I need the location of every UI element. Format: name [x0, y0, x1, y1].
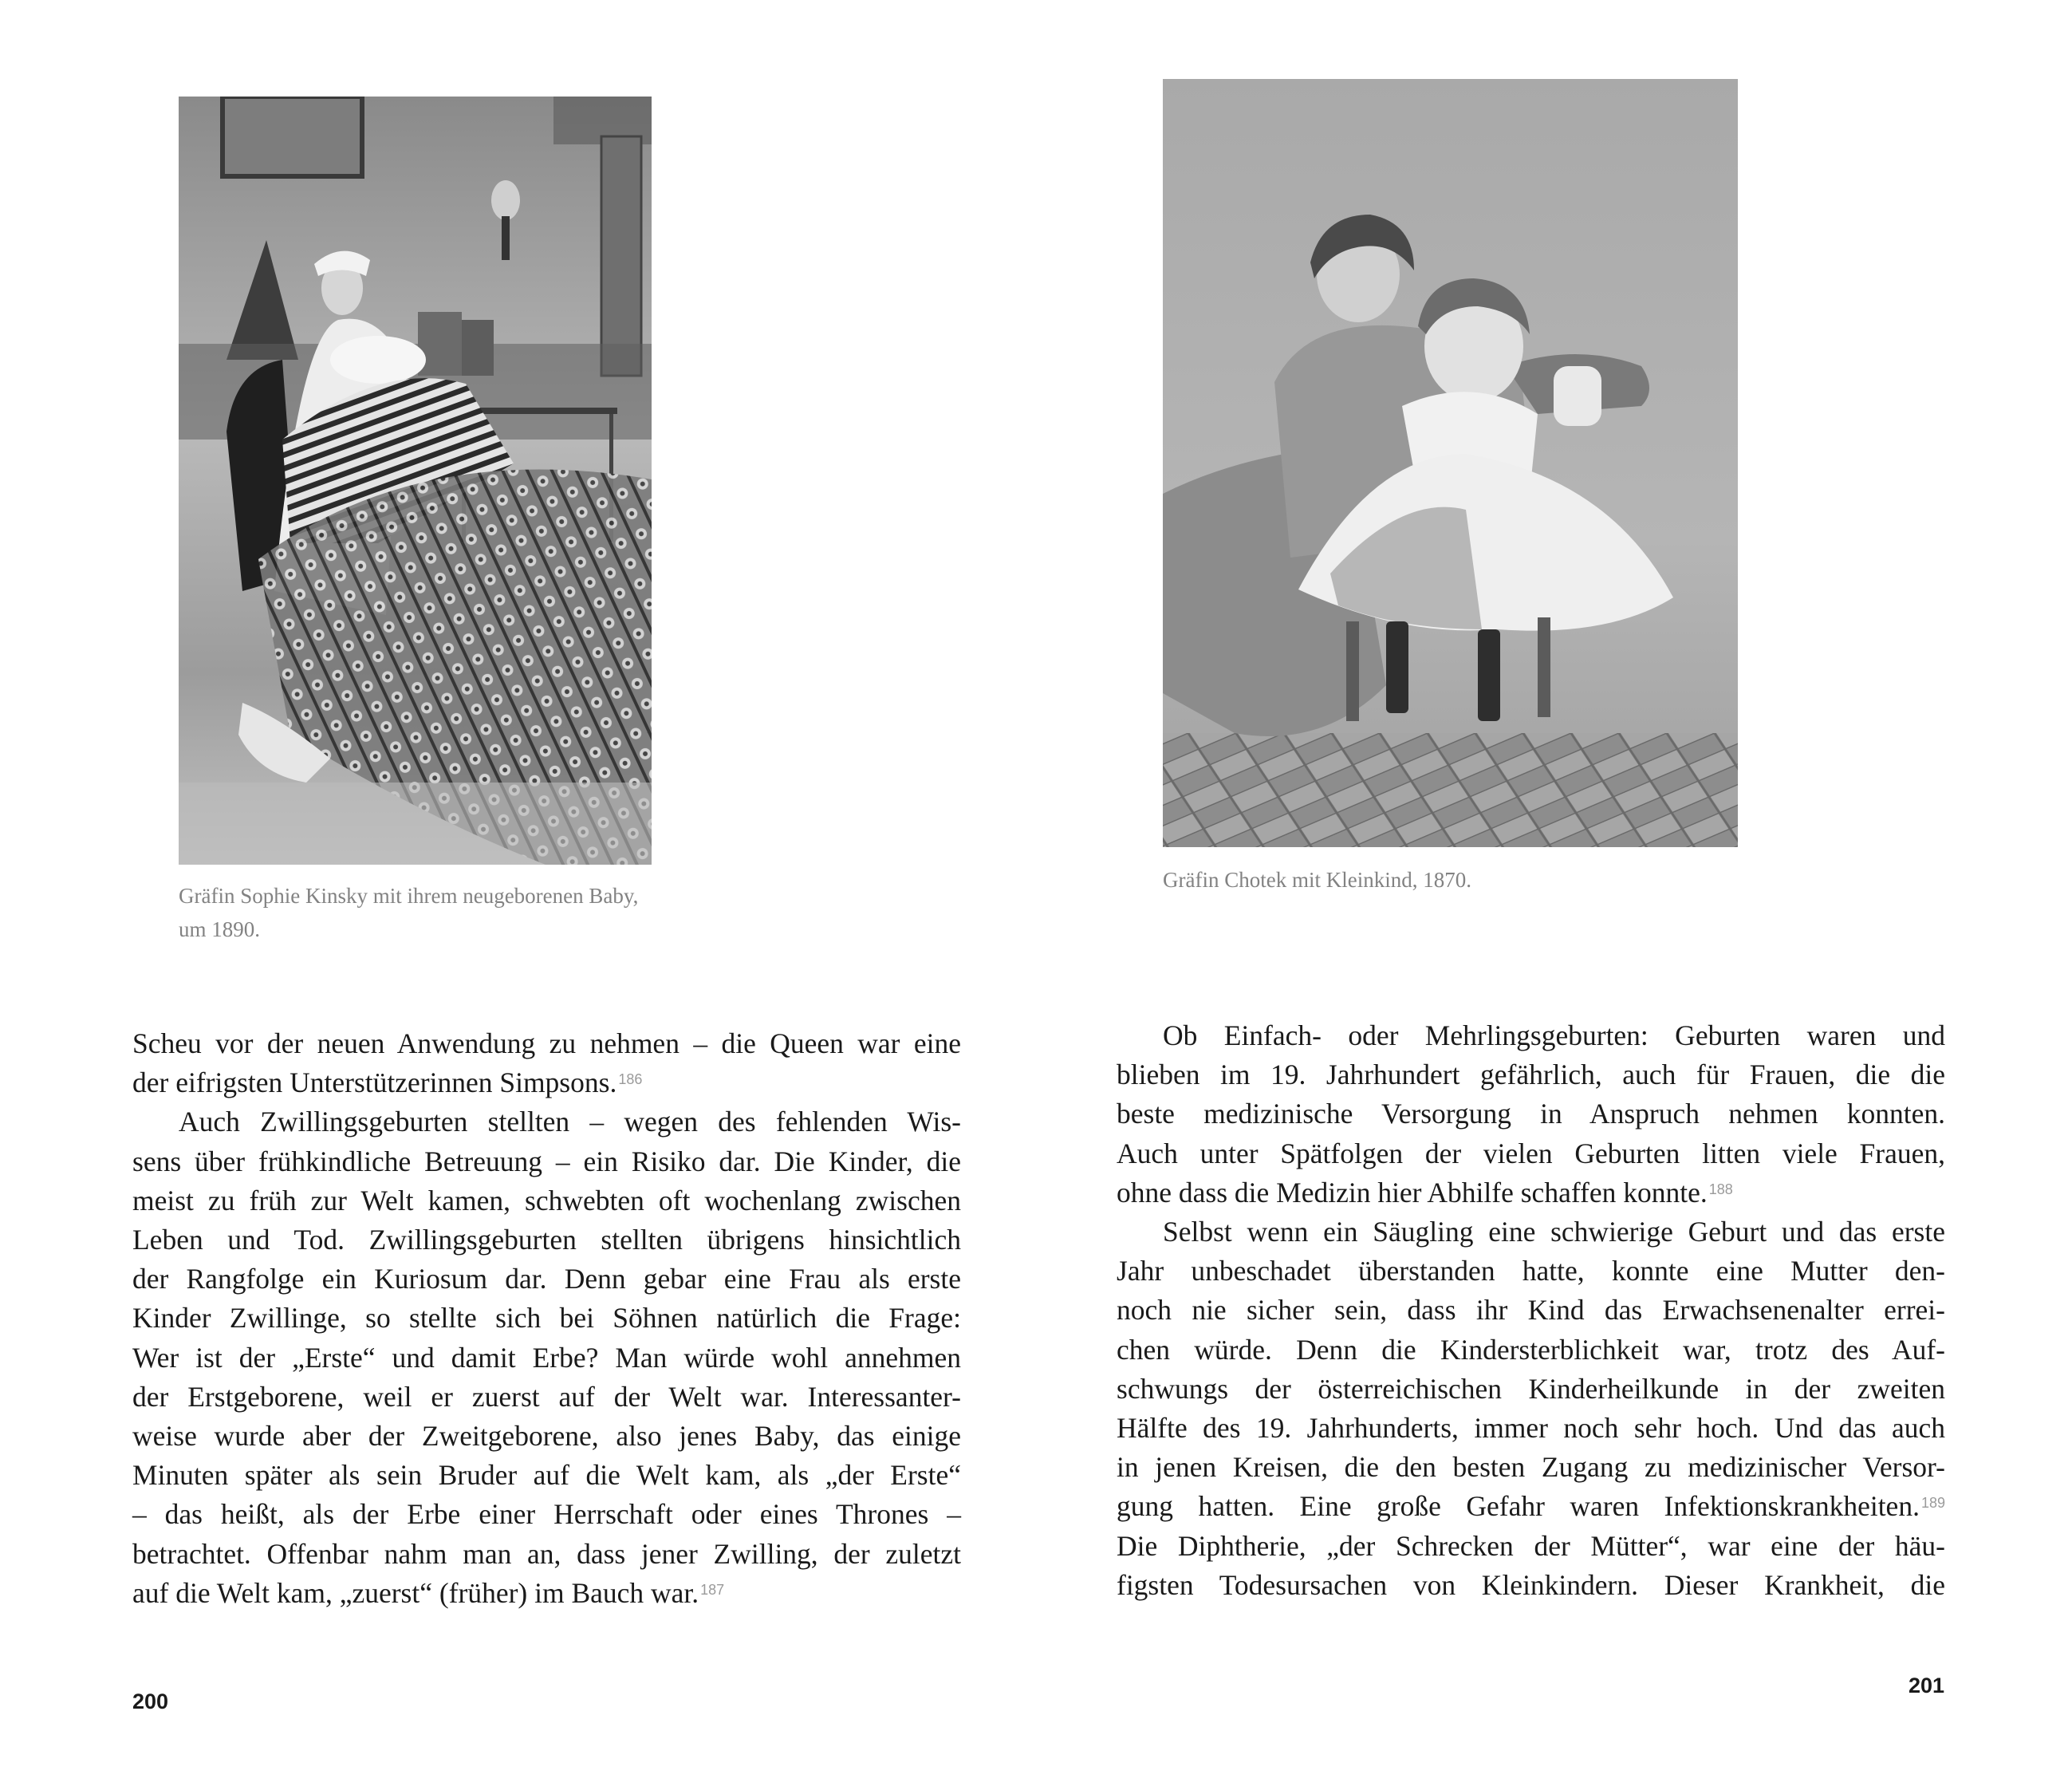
- text-line: der Rangfolge ein Kuriosum dar. Denn gebar eine Frau als erste: [132, 1263, 961, 1295]
- text-line: Kinder Zwillinge, so stellte sich bei Söhnen natürlich die Frage:: [132, 1302, 961, 1335]
- text-line: weise wurde aber der Zweitgeborene, also jenes Baby, das einige: [132, 1420, 961, 1453]
- text-span: gung hatten. Eine große Gefahr waren Infektionskrankheiten.: [1117, 1490, 1920, 1523]
- text-line: Leben und Tod. Zwillingsgeburten stellten übrigens hinsichtlich: [132, 1224, 961, 1256]
- text-line: Ob Einfach- oder Mehrlingsgeburten: Geburten waren und: [1163, 1019, 1945, 1051]
- photo-image: [1163, 79, 1738, 847]
- text-line: betrachtet. Offenbar nahm man an, dass jener Zwilling, der zuletzt: [132, 1537, 961, 1570]
- text-line: Auch Zwillingsgeburten stellten – wegen des fehlenden Wis-: [179, 1106, 961, 1138]
- text-line: schwungs der österreichischen Kinderheilkunde in der zweiten: [1117, 1372, 1945, 1405]
- caption-line: Gräfin Chotek mit Kleinkind, 1870.: [1163, 868, 1471, 892]
- text-line: figsten Todesursachen von Kleinkindern. Dieser Krankheit, die: [1117, 1568, 1945, 1601]
- text-line: Minuten später als sein Bruder auf die Welt kam, als „der Erste“: [132, 1459, 961, 1492]
- text-line: meist zu früh zur Welt kamen, schwebten oft wochenlang zwischen: [132, 1184, 961, 1216]
- paragraph: [1117, 1016, 1945, 1212]
- paragraph: [1117, 1527, 1945, 1605]
- text-line: Auch unter Spätfolgen der vielen Geburten litten viele Frauen,: [1117, 1137, 1945, 1169]
- text-line: [132, 1574, 961, 1613]
- text-span: auf die Welt kam, „zuerst“ (früher) im Bauch war.: [132, 1576, 699, 1609]
- caption-line: um 1890.: [179, 917, 261, 941]
- text-line: Scheu vor der neuen Anwendung zu nehmen – die Queen war eine: [132, 1027, 961, 1059]
- text-line: – das heißt, als der Erbe einer Herrschaft oder eines Thrones –: [132, 1498, 961, 1531]
- text-line: Wer ist der „Erste“ und damit Erbe? Man würde wohl annehmen: [132, 1341, 961, 1374]
- text-line: Selbst wenn ein Säugling eine schwierige Geburt und das erste: [1163, 1216, 1945, 1248]
- text-line: sens über frühkindliche Betreuung – ein Risiko dar. Die Kinder, die: [132, 1145, 961, 1177]
- figure-caption-left: [179, 879, 753, 946]
- text-span: der eifrigsten Unterstützerinnen Simpsons.: [132, 1067, 617, 1099]
- footnote-ref[interactable]: 187: [700, 1581, 725, 1598]
- text-line: [1117, 1173, 1945, 1212]
- text-line: Jahr unbeschadet überstanden hatte, konnte eine Mutter den-: [1117, 1255, 1945, 1287]
- body-text-right: [1117, 1016, 1945, 1605]
- paragraph: [132, 1102, 961, 1613]
- text-line: [1117, 1487, 1945, 1526]
- text-line: Die Diphtherie, „der Schrecken der Mütter“, war eine der häu-: [1117, 1529, 1945, 1562]
- footnote-ref[interactable]: 188: [1708, 1181, 1733, 1197]
- text-line: Hälfte des 19. Jahrhunderts, immer noch sehr hoch. Und das auch: [1117, 1412, 1945, 1445]
- footnote-ref[interactable]: 186: [618, 1071, 643, 1088]
- photo-graefin-chotek: [1163, 79, 1738, 847]
- body-text-left: [132, 1024, 961, 1613]
- page-number-right: 201: [1909, 1674, 1945, 1697]
- text-line: noch nie sicher sein, dass ihr Kind das Erwachsenenalter errei-: [1117, 1294, 1945, 1327]
- text-line: der Erstgeborene, weil er zuerst auf der Welt war. Interessanter-: [132, 1380, 961, 1413]
- caption-line: Gräfin Sophie Kinsky mit ihrem neugeborenen Baby,: [179, 884, 639, 908]
- page-number-left: 200: [132, 1689, 169, 1713]
- text-line: beste medizinische Versorgung in Anspruch nehmen konnten.: [1117, 1098, 1945, 1130]
- photo-sophie-kinsky: [179, 97, 652, 865]
- text-line: blieben im 19. Jahrhundert gefährlich, auch für Frauen, die die: [1117, 1059, 1945, 1091]
- footnote-ref[interactable]: 189: [1920, 1495, 1945, 1512]
- text-line: chen würde. Denn die Kindersterblichkeit war, trotz des Auf-: [1117, 1333, 1945, 1366]
- figure-caption-right: [1163, 863, 1737, 897]
- text-span: ohne dass die Medizin hier Abhilfe schaffen konnte.: [1117, 1176, 1708, 1208]
- text-line: in jenen Kreisen, die den besten Zugang zu medizinischer Versor-: [1117, 1451, 1945, 1484]
- text-line: [132, 1063, 961, 1102]
- photo-image: [179, 97, 652, 865]
- paragraph: [1117, 1212, 1945, 1527]
- paragraph: [132, 1024, 961, 1102]
